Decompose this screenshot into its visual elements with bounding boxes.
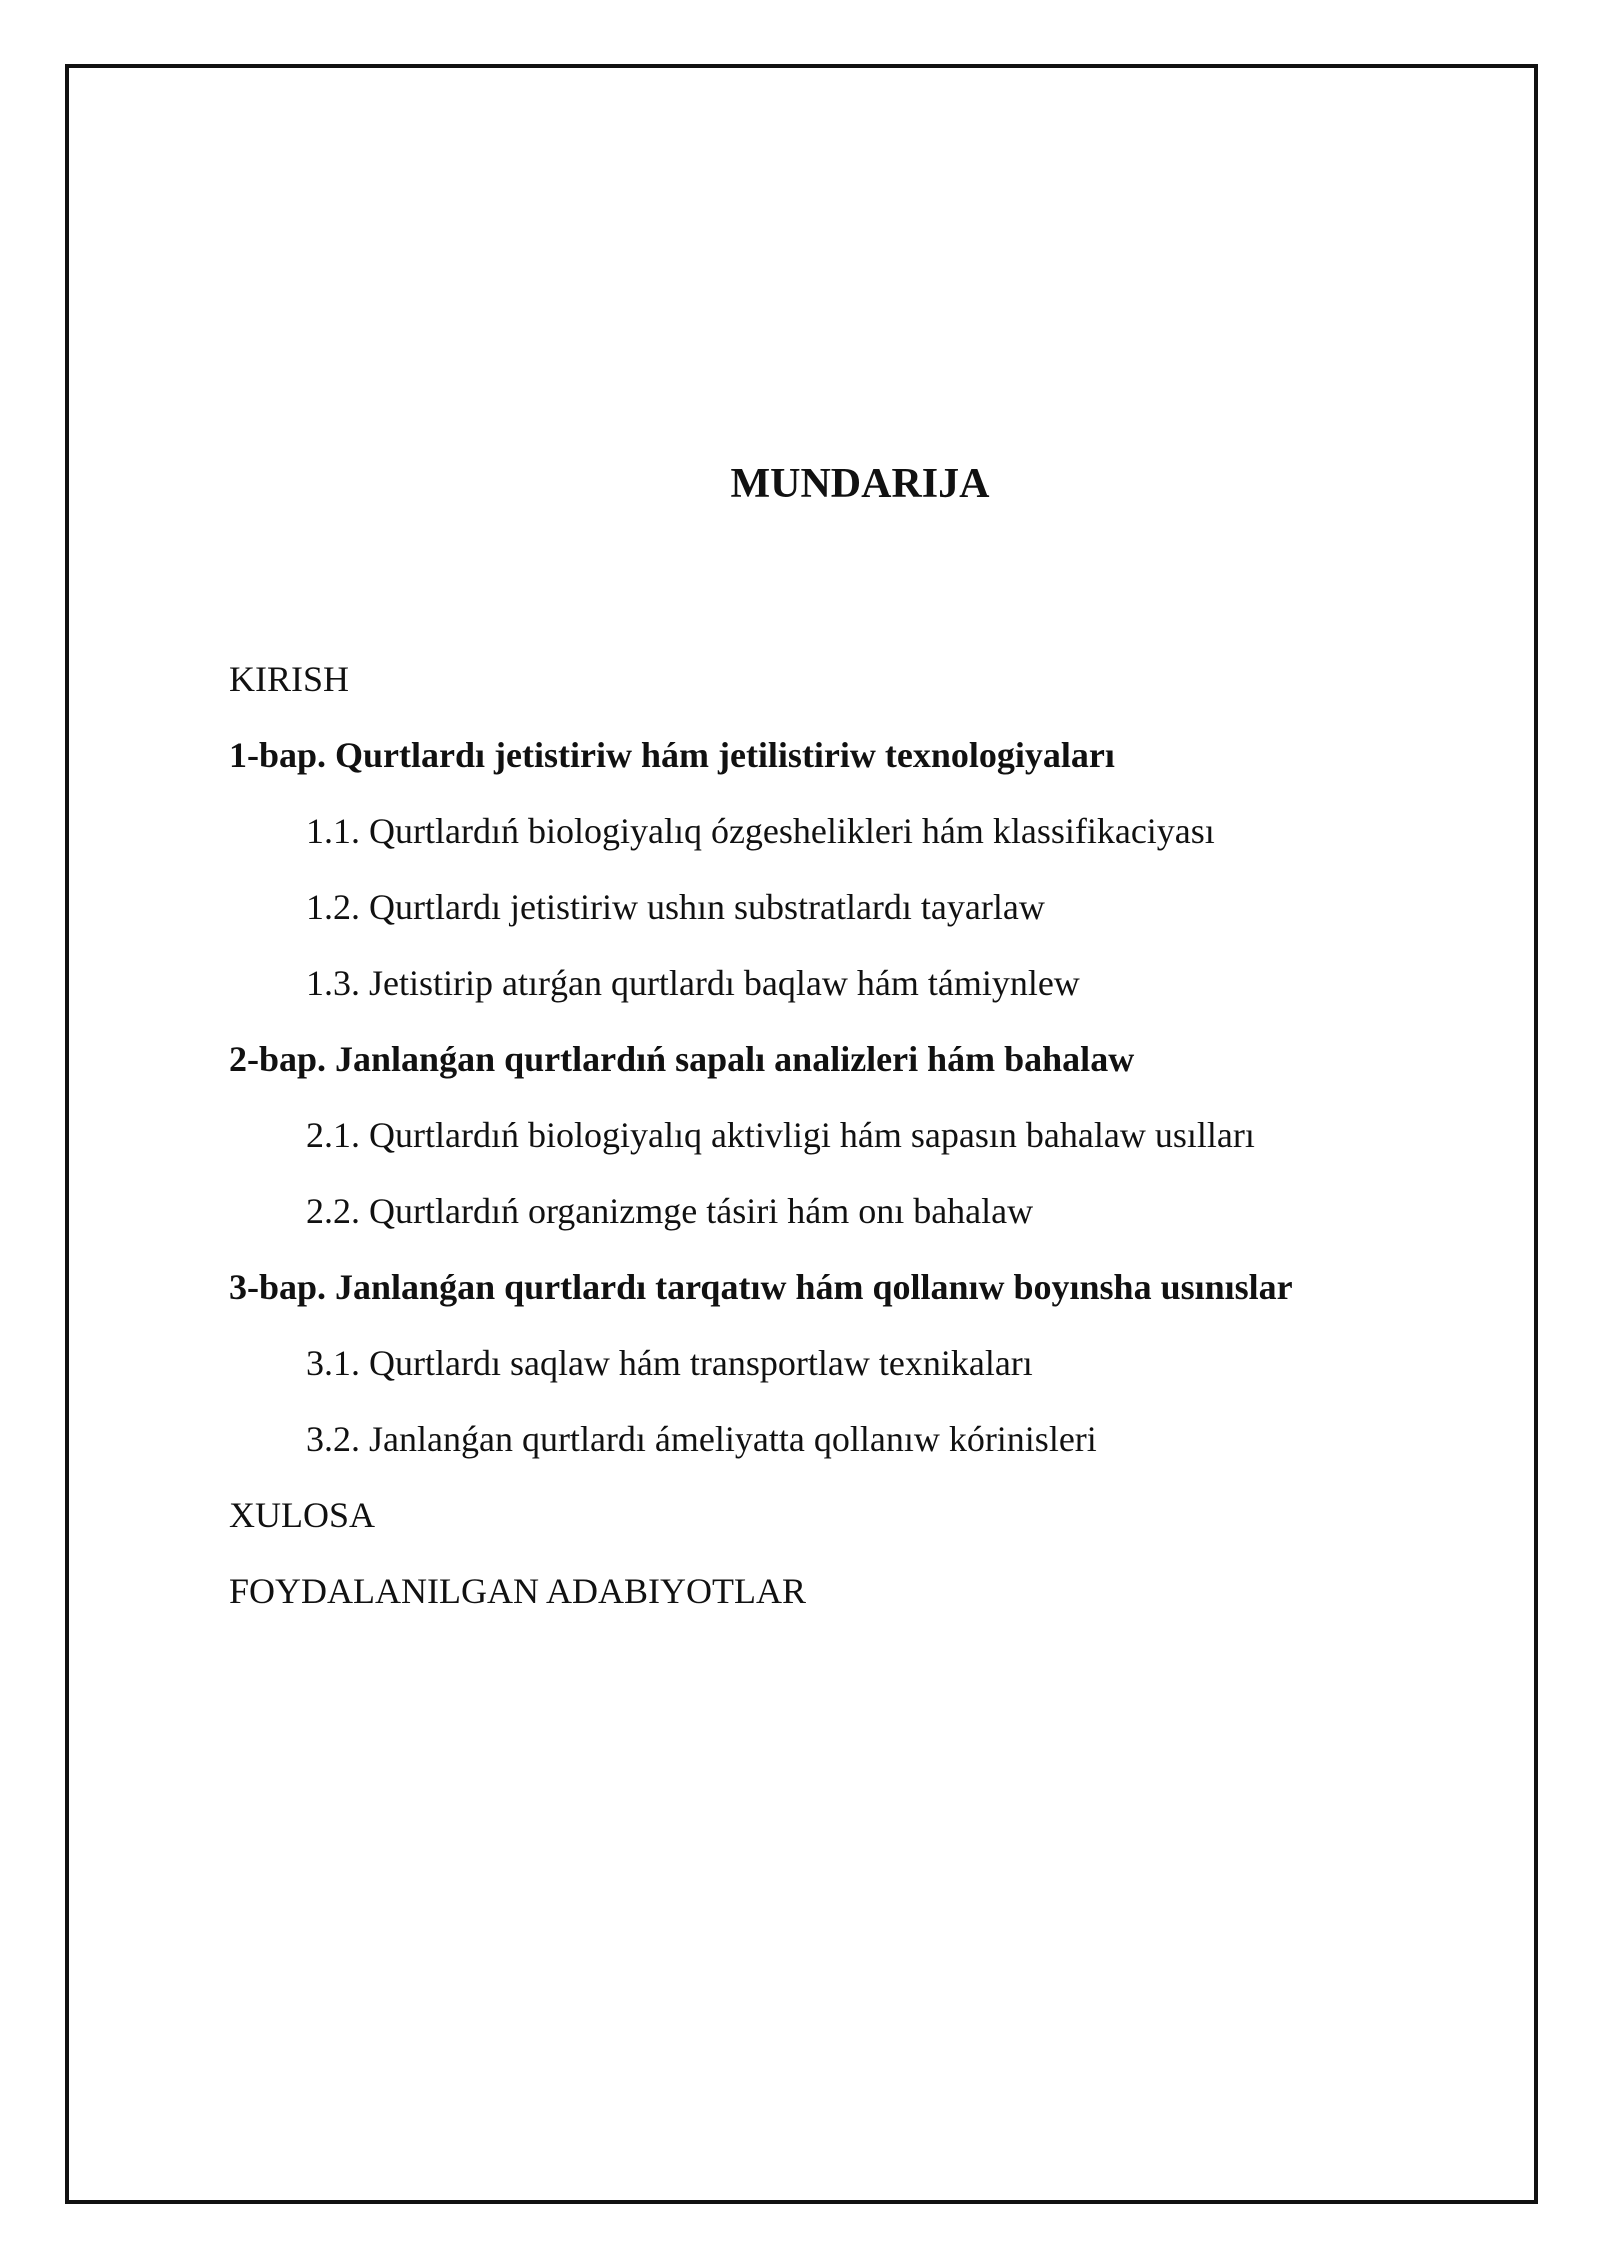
- toc-item-conclusion: XULOSA: [229, 1495, 376, 1535]
- toc-item-introduction: KIRISH: [229, 659, 350, 699]
- toc-section-3-1: 3.1. Qurtlardı saqlaw hám transportlaw texnikaları: [306, 1343, 1033, 1383]
- toc-chapter-1: 1-bap. Qurtlardı jetistiriw hám jetilistiriw texnologiyaları: [229, 735, 1115, 775]
- toc-item-references: FOYDALANILGAN ADABIYOTLAR: [229, 1571, 806, 1611]
- toc-section-3-2: 3.2. Janlanǵan qurtlardı ámeliyatta qollanıw kórinisleri: [306, 1419, 1097, 1459]
- toc-section-2-2: 2.2. Qurtlardıń organizmge tásiri hám onı bahalaw: [306, 1191, 1034, 1231]
- table-of-contents: [229, 641, 1293, 1629]
- toc-section-1-3: 1.3. Jetistirip atırǵan qurtlardı baqlaw hám támiynlew: [306, 963, 1080, 1003]
- page-title: MUNDARIJA: [730, 461, 990, 507]
- toc-section-1-2: 1.2. Qurtlardı jetistiriw ushın substratlardı tayarlaw: [306, 887, 1045, 927]
- toc-section-1-1: 1.1. Qurtlardıń biologiyalıq ózgeshelikleri hám klassifikaciyası: [306, 811, 1215, 851]
- toc-chapter-2: 2-bap. Janlanǵan qurtlardıń sapalı analizleri hám bahalaw: [229, 1039, 1135, 1079]
- toc-chapter-3: 3-bap. Janlanǵan qurtlardı tarqatıw hám qollanıw boyınsha usınıslar: [229, 1267, 1293, 1307]
- toc-section-2-1: 2.1. Qurtlardıń biologiyalıq aktivligi hám sapasın bahalaw usılları: [306, 1115, 1255, 1155]
